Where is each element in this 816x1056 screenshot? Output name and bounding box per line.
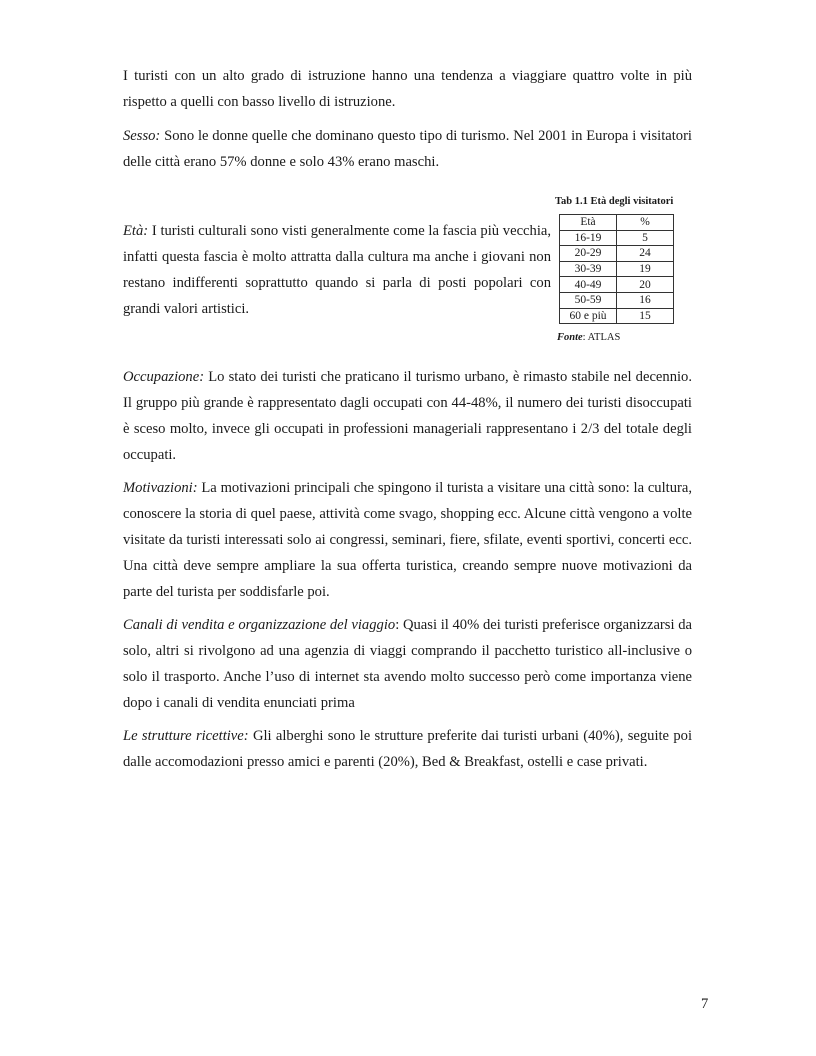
table-cell: 20 (617, 277, 674, 293)
paragraph-label: Occupazione: (123, 369, 205, 385)
paragraph-motivazioni: Motivazioni: La motivazioni principali che spingono il turista a visitare una città sono: la cultura, conoscere la storia di quel paese, attività come svago, shopping ecc. Alcune città vengono a volte visitate da turisti interessati solo ai congressi, seminari, fiere, sfilate, eventi sportivi, concerti ecc. Una città deve sempre ampliare la sua offerta turistica, creando sempre nuove motivazioni da parte del turista per soddisfarle poi. (123, 480, 692, 600)
table-cell: 30-39 (560, 261, 617, 277)
paragraph-label: Età: (123, 223, 149, 239)
paragraph-label: Canali di vendita e organizzazione del viaggio (123, 617, 396, 633)
table-header-row (560, 215, 674, 231)
table-row (560, 246, 674, 262)
table-cell: 15 (617, 308, 674, 324)
table-row (560, 261, 674, 277)
page-number: 7 (701, 996, 709, 1012)
paragraph-label: Le strutture ricettive: (123, 728, 249, 744)
table-row (560, 308, 674, 324)
table-cell: 19 (617, 261, 674, 277)
table-caption: Tab 1.1 Età degli visitatori (555, 196, 674, 207)
age-table (559, 214, 674, 324)
table-row (560, 277, 674, 293)
table-cell: 20-29 (560, 246, 617, 262)
table-row (560, 230, 674, 246)
table-cell: 60 e più (560, 308, 617, 324)
table-cell: 24 (617, 246, 674, 262)
table-source: Fonte: ATLAS (557, 332, 621, 343)
paragraph-occupazione: Occupazione: Lo stato dei turisti che praticano il turismo urbano, è rimasto stabile nel decennio. Il gruppo più grande è rappresentato dagli occupati con 44-48%, il numero dei turisti disoccupati è sceso molto, invece gli occupati in professioni manageriali rappresentano i 2/3 del totale degli occupati. (123, 369, 692, 463)
paragraph-label: Motivazioni: (123, 480, 198, 496)
table-cell: 16-19 (560, 230, 617, 246)
paragraph-eta: Età: I turisti culturali sono visti generalmente come la fascia più vecchia, infatti questa fascia è molto attratta dalla cultura ma anche i giovani non restano indifferenti soprattutto quando si parla di posti popolari con grandi valori artistici. (123, 223, 551, 317)
paragraph-istruzione: I turisti con un alto grado di istruzione hanno una tendenza a viaggiare quattro volte in più rispetto a quelli con basso livello di istruzione. (123, 68, 692, 110)
table-row (560, 292, 674, 308)
table-cell: 16 (617, 292, 674, 308)
paragraph-label: Sesso: (123, 128, 161, 144)
table-header-cell: % (617, 215, 674, 231)
source-label: Fonte (557, 332, 583, 343)
paragraph-sesso: Sesso: Sono le donne quelle che dominano questo tipo di turismo. Nel 2001 in Europa i visitatori delle città erano 57% donne e solo 43% erano maschi. (123, 128, 692, 170)
paragraph-canali-vendita: Canali di vendita e organizzazione del viaggio: Quasi il 40% dei turisti preferisce organizzarsi da solo, altri si rivolgono ad una agenzia di viaggi comprando il pacchetto turistico all-inclusive o solo il trasporto. Anche l’uso di internet sta avendo molto successo però come importanza viene dopo i canali di vendita enunciati prima (123, 617, 692, 711)
table-cell: 5 (617, 230, 674, 246)
table-cell: 50-59 (560, 292, 617, 308)
table-cell: 40-49 (560, 277, 617, 293)
table-header-cell: Età (560, 215, 617, 231)
paragraph-strutture-ricettive: Le strutture ricettive: Gli alberghi sono le strutture preferite dai turisti urbani (40%), seguite poi dalle accomodazioni presso amici e parenti (20%), Bed & Breakfast, ostelli e case privati. (123, 728, 692, 770)
